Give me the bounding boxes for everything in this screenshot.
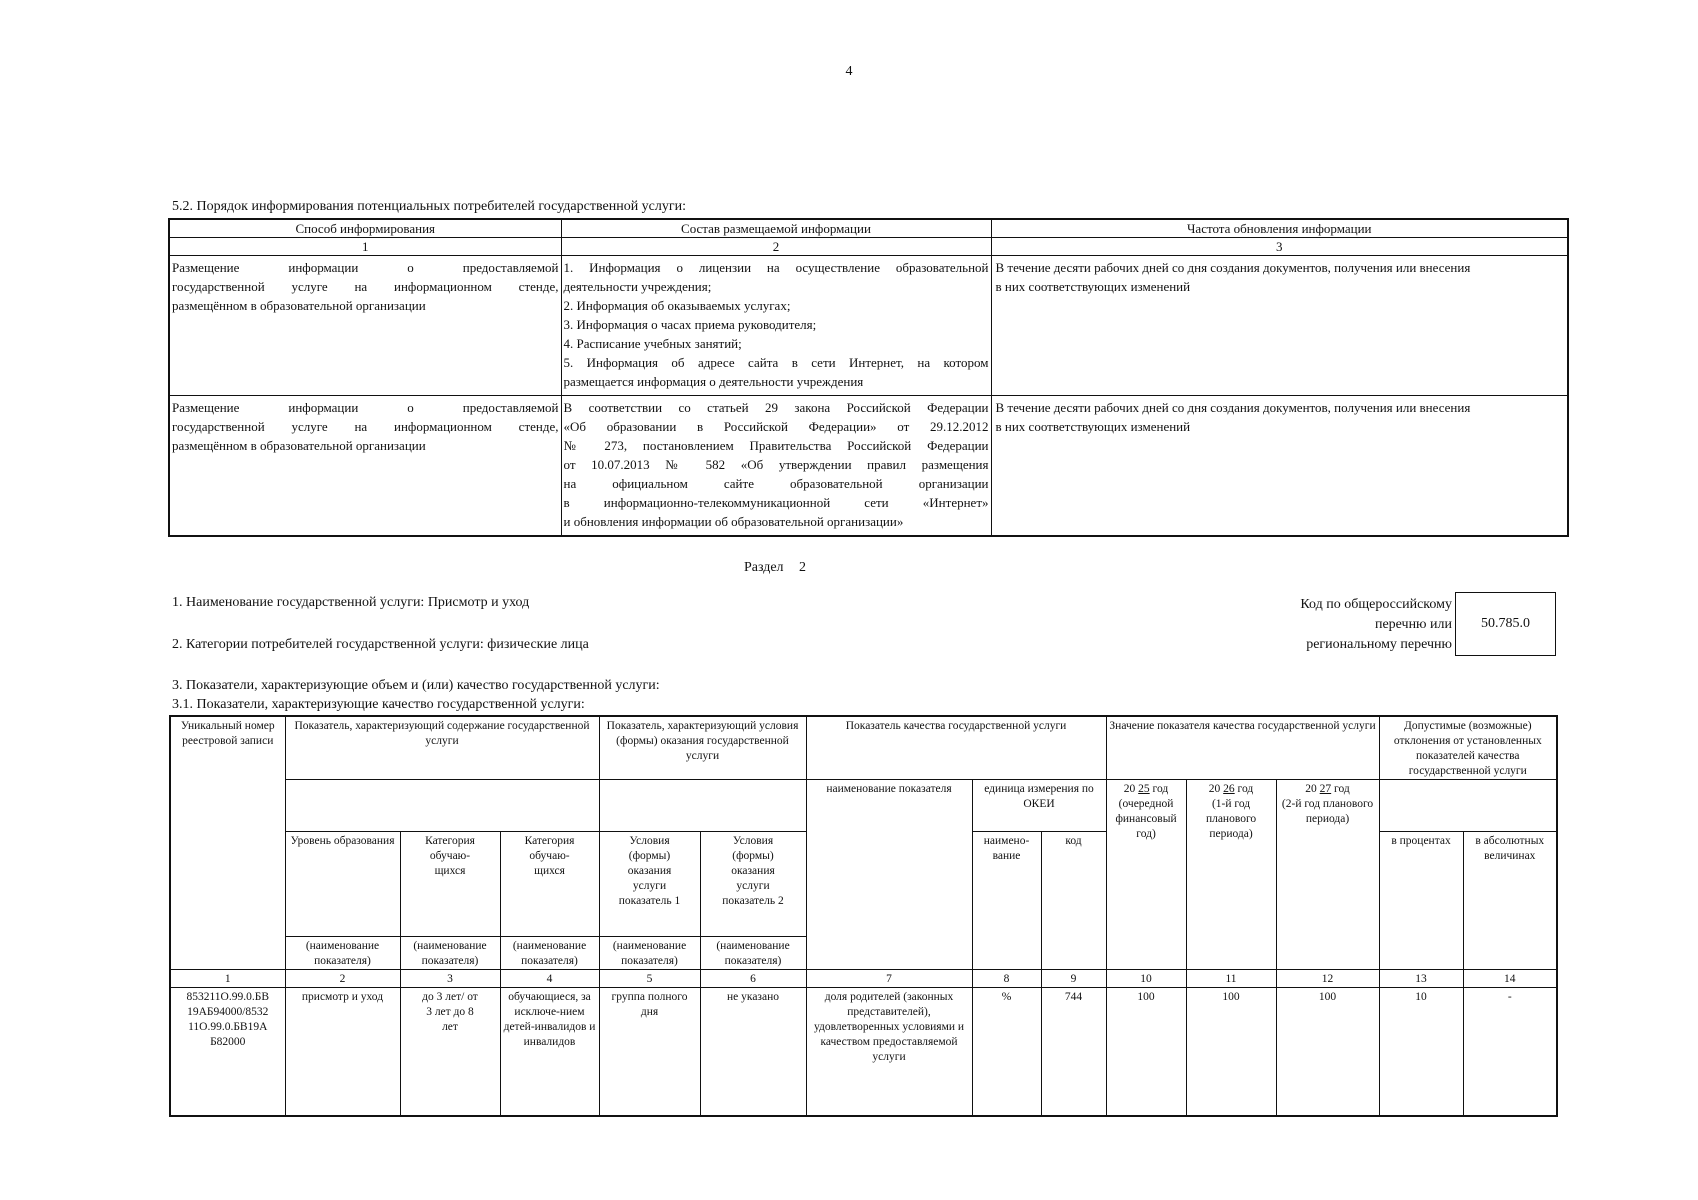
subheader-percent: в процентах [1379,832,1463,970]
col-number: 5 [599,970,700,988]
text-line: государственной услуге на информационном стенде, [172,279,559,294]
text-line: государственной услуге на информационном стенде, [172,419,559,434]
spacer-cell [1379,780,1557,832]
header-content: Состав размещаемой информации [561,219,991,238]
text-line: Размещение информации о предоставляемой [172,260,559,275]
cell-deviation-percent: 10 [1379,988,1463,1116]
text-line: № 273, постановлением Правительства Российской Федерации [563,438,989,453]
subheader-text: Уровень образования [290,835,395,847]
col-number: 11 [1186,970,1276,988]
service-name: 1. Наименование государственной услуги: Присмотр и уход [172,595,530,610]
year-number: 26 [1223,783,1235,795]
subheader-unit-name: наимено-вание [972,832,1041,970]
text-line: «Об образовании в Российской Федерации» от 29.12.2012 [563,419,989,434]
code-label-line: региональному перечню [1306,637,1452,652]
cell-condition-1: группа полного дня [599,988,700,1116]
text-line: в информационно-телекоммуникационной сети «Интернет» [563,495,989,510]
indicators-title: 3. Показатели, характеризующие объем и (или) качество государственной услуги: [172,678,660,693]
text-line: В соответствии со статьей 29 закона Российской Федерации [563,400,989,415]
subheader-category-2 [500,832,599,970]
year-description: (очередной финансовый год) [1115,798,1177,840]
text-line: 2. Информация об оказываемых услугах; [563,298,791,313]
col-number: 14 [1463,970,1557,988]
col-number: 9 [1041,970,1106,988]
indicator-name-note: (наименование показателя) [600,936,700,969]
spacer-cell [599,780,806,832]
cell-unique-number: 853211О.99.0.БВ19АБ94000/853211О.99.0.БВ19АБ82000 [170,988,285,1116]
table-header-row [170,780,1557,832]
col-number: 13 [1379,970,1463,988]
col-number: 7 [806,970,972,988]
subheader-category-1 [400,832,500,970]
col-number: 8 [972,970,1041,988]
text-line: В течение десяти рабочих дней со дня создания документов, получения или внесения [995,260,1471,275]
text-line: В течение десяти рабочих дней со дня создания документов, получения или внесения [995,400,1471,415]
col-number: 2 [285,970,400,988]
subheader-text: Условия (формы) оказания услуги показатель 1 [618,835,681,907]
year-number: 27 [1319,783,1332,795]
cell-category-1: до 3 лет/ от 3 лет до 8 лет [400,988,500,1116]
header-quality-value: Значение показателя качества государственной услуги [1106,716,1379,780]
section-heading: Раздел 2 [743,560,807,575]
year-description: (2-й год планового периода) [1281,798,1374,825]
indicator-name-note: (наименование показателя) [701,936,806,969]
indicator-name-note: (наименование показателя) [501,936,599,969]
code-value-box: 50.785.0 [1455,592,1556,656]
text-line: Размещение информации о предоставляемой [172,400,559,415]
method-cell [169,396,561,536]
table-number-row [170,970,1557,988]
year-description: (1-й год планового периода) [1205,798,1257,840]
cell-deviation-absolute: - [1463,988,1557,1116]
header-year-3 [1276,780,1379,970]
header-unit: единица измерения по ОКЕИ [972,780,1106,832]
cell-condition-2: не указано [700,988,806,1116]
text-line: деятельности учреждения; [563,279,712,294]
spacer-cell [285,780,599,832]
header-frequency: Частота обновления информации [991,219,1568,238]
subheader-text: Категория обучаю-щихся [425,835,475,877]
subheader-absolute: в абсолютных величинах [1463,832,1557,970]
header-quality-indicator: Показатель качества государственной услуги [806,716,1106,780]
content-cell [561,396,991,536]
informing-table [168,218,1569,537]
col-number: 6 [700,970,806,988]
text-line: 1. Информация о лицензии на осуществление образовательной [563,260,989,275]
col-number: 2 [561,238,991,256]
header-unique-number: Уникальный номер реестровой записи [170,716,285,970]
code-label-line: Код по общероссийскому [1300,597,1452,612]
cell-code: 744 [1041,988,1106,1116]
year-number: 25 [1138,783,1150,795]
cell-indicator: доля родителей (законных представителей), удовлетворенных условиями и качеством предоставляемой услуги [806,988,972,1116]
frequency-cell [991,396,1568,536]
frequency-cell [991,256,1568,396]
code-label-line: перечню или [1374,617,1452,632]
consumer-categories: 2. Категории потребителей государственной услуги: физические лица [172,637,589,652]
text-line: в них соответствующих изменений [995,419,1191,434]
year-suffix: год [1152,783,1169,795]
text-line: 5. Информация об адресе сайта в сети Интернет, на котором [563,355,989,370]
table-header-row [169,219,1568,238]
content-cell [561,256,991,396]
subheader-level [285,832,400,970]
subheader-unit-code: код [1041,832,1106,970]
subheader-condition-1 [599,832,700,970]
header-conditions-indicator: Показатель, характеризующий условия (формы) оказания государственной услуги [599,716,806,780]
indicator-name-note: (наименование показателя) [401,936,500,969]
col-number: 3 [400,970,500,988]
quality-indicators-title: 3.1. Показатели, характеризующие качество государственной услуги: [172,697,585,712]
table-row [169,256,1568,396]
year-suffix: год [1237,783,1254,795]
year-suffix: год [1334,783,1350,795]
col-number: 3 [991,238,1568,256]
cell-value-year-2: 100 [1186,988,1276,1116]
quality-indicators-table [169,715,1558,1117]
cell-category-2: обучающиеся, за исключе-нием детей-инвалидов и инвалидов [500,988,599,1116]
text-line: 4. Расписание учебных занятий; [563,336,742,351]
page-number: 4 [845,64,853,79]
table-row [170,988,1557,1116]
header-year-1 [1106,780,1186,970]
year-prefix: 20 [1123,783,1136,795]
section-5-2-title: 5.2. Порядок информирования потенциальных потребителей государственной услуги: [172,199,687,214]
code-label [1240,595,1452,655]
text-line: размещённом в образовательной организации [172,438,426,453]
header-content-indicator: Показатель, характеризующий содержание государственной услуги [285,716,599,780]
subheader-text: Условия (формы) оказания услуги показатель 2 [722,835,784,907]
subheader-text: Категория обучаю-щихся [524,835,575,877]
col-number: 4 [500,970,599,988]
header-method: Способ информирования [169,219,561,238]
col-number: 1 [169,238,561,256]
subheader-condition-2 [700,832,806,970]
header-year-2 [1186,780,1276,970]
text-line: размещается информация о деятельности учреждения [563,374,864,389]
col-number: 1 [170,970,285,988]
text-line: 3. Информация о часах приема руководителя; [563,317,817,332]
table-row [169,396,1568,536]
text-line: от 10.07.2013 № 582 «Об утверждении правил размещения [563,457,989,472]
cell-unit: % [972,988,1041,1116]
table-number-row [169,238,1568,256]
year-prefix: 20 [1305,783,1317,795]
table-header-row [170,716,1557,780]
year-prefix: 20 [1208,783,1221,795]
cell-value-year-3: 100 [1276,988,1379,1116]
header-indicator-name: наименование показателя [806,780,972,970]
text-line: в них соответствующих изменений [995,279,1191,294]
text-line: размещённом в образовательной организации [172,298,426,313]
header-deviations: Допустимые (возможные) отклонения от установленных показателей качества государственной услуги [1379,716,1557,780]
cell-value-year-1: 100 [1106,988,1186,1116]
col-number: 10 [1106,970,1186,988]
cell-level: присмотр и уход [285,988,400,1116]
col-number: 12 [1276,970,1379,988]
method-cell [169,256,561,396]
text-line: на официальном сайте образовательной организации [563,476,989,491]
text-line: и обновления информации об образовательной организации» [563,514,904,529]
indicator-name-note: (наименование показателя) [286,936,400,969]
